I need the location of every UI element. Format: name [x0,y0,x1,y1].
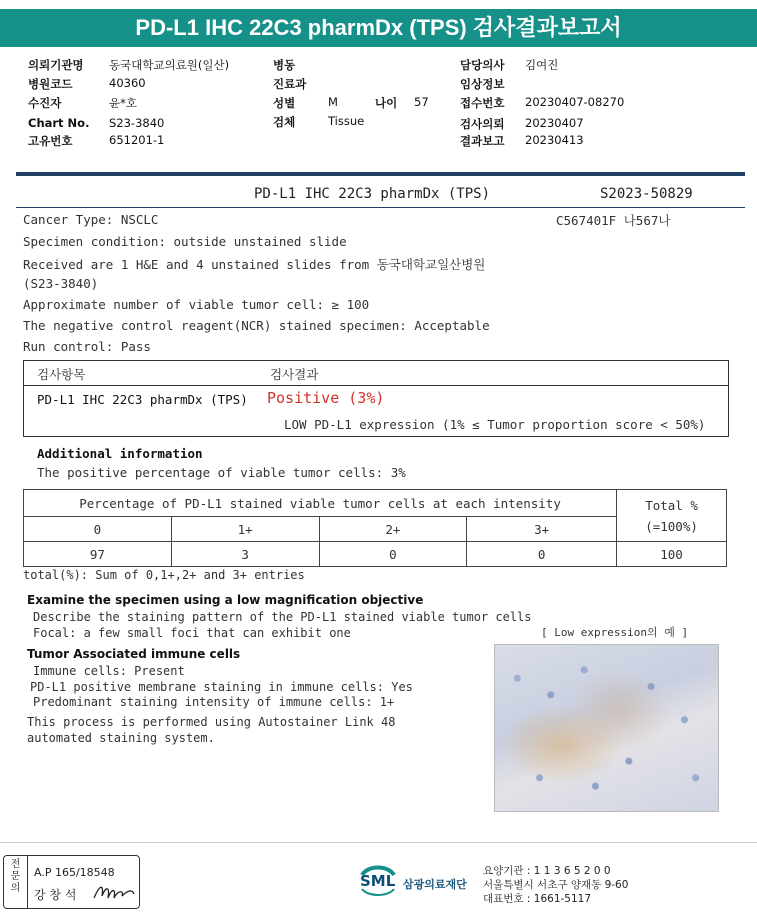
ward-label: 병동 [273,58,296,72]
section-rule-thin [16,207,745,208]
examine-line-1: Describe the staining pattern of the PD-L1 stained viable tumor cells [33,610,532,624]
chart-no-label: Chart No. [28,116,90,130]
company-name: 삼광의료재단 [403,878,467,891]
total-header [617,490,727,542]
intensity-header-2: 2+ [319,517,467,542]
result-positive: Positive (3%) [267,389,385,407]
intensity-table-title: Percentage of PD-L1 stained viable tumor cells at each intensity [24,490,617,517]
receipt-no-label: 접수번호 [460,96,505,110]
examine-line-2: Focal: a few small foci that can exhibit one [33,626,351,640]
hospital-code-label: 병원코드 [28,77,73,91]
stamp-vertical-label [4,856,28,908]
pathologist-stamp [3,855,140,909]
specimen-label: 검체 [273,115,296,129]
stamp-vertical-text: 전문의 [10,859,21,894]
sex-label: 성별 [273,96,296,110]
low-expression-example-image [494,644,719,812]
intensity-header-3: 3+ [467,517,617,542]
sex-value: M [328,95,338,109]
process-note-2: automated staining system. [27,731,215,745]
viable-tumor-cells: Approximate number of viable tumor cell: ≥ 100 [23,297,370,312]
patient-label: 수진자 [28,96,62,110]
ncr-status: The negative control reagent(NCR) stained specimen: Acceptable [23,318,490,333]
institution-value: 동국대학교의료원(일산) [109,58,230,72]
immune-line-3: Predominant staining intensity of immune cells: 1+ [33,695,395,709]
received-slides: Received are 1 H&E and 4 unstained slides from 동국대학교일산병원 [23,257,486,272]
company-phone: 대표번호 : 1661-5117 [483,893,592,905]
immune-line-1: Immune cells: Present [33,664,185,678]
receipt-no-value: 20230407-08270 [525,95,625,109]
patient-value: 윤*호 [109,96,137,110]
intensity-value-2: 0 [319,542,467,567]
immune-line-2: PD-L1 positive membrane staining in immune cells: Yes [30,680,413,694]
intensity-value-3: 0 [467,542,617,567]
doctor-value: 김여진 [525,58,559,72]
specimen-condition: Specimen condition: outside unstained slide [23,234,347,249]
institution-label: 의뢰기관명 [28,58,84,72]
unique-no-value: 651201-1 [109,133,165,147]
signature-mark [92,880,136,904]
intensity-value-0: 97 [24,542,172,567]
examine-heading: Examine the specimen using a low magnification objective [27,593,424,607]
immune-heading: Tumor Associated immune cells [27,647,241,661]
section-rule-thick [16,172,745,176]
result-item: PD-L1 IHC 22C3 pharmDx (TPS) [37,392,248,407]
company-address: 서울특별시 서초구 양재동 9-60 [483,879,629,891]
age-value: 57 [414,95,429,109]
positive-percentage: The positive percentage of viable tumor cells: 3% [37,465,406,480]
intensity-footnote: total(%): Sum of 0,1+,2+ and 3+ entries [23,568,305,582]
report-date-value: 20230413 [525,133,584,147]
doctor-label: 담당의사 [460,58,505,72]
hospital-code-value: 40360 [109,76,146,90]
intensity-value-1: 3 [171,542,319,567]
intensity-header-1: 1+ [171,517,319,542]
result-col-result: 검사결과 [270,367,319,382]
example-caption: [ Low expression의 예 ] [541,626,689,639]
result-col-item: 검사항목 [37,367,86,382]
chart-no-value: S23-3840 [109,116,165,130]
request-date-label: 검사의뢰 [460,117,505,131]
cancer-type: Cancer Type: NSCLC [23,212,159,227]
report-number: S2023-50829 [600,186,693,202]
run-control: Run control: Pass [23,339,151,354]
received-ref: (S23-3840) [23,276,99,291]
total-sub: (=100%) [645,518,698,534]
request-date-value: 20230407 [525,116,584,130]
pathologist-name: 강 창 석 [34,888,77,902]
intensity-total: 100 [617,542,727,567]
block-id: C567401F 나567나 [556,213,671,228]
process-note-1: This process is performed using Autostainer Link 48 [27,715,396,729]
specimen-value: Tissue [328,114,365,128]
sml-logo-text: SML [360,872,396,890]
total-label: Total % [645,497,698,513]
department-label: 진료과 [273,77,307,91]
footer-rule [0,842,757,843]
age-label: 나이 [375,96,398,110]
result-box-divider [24,385,728,386]
additional-heading: Additional information [37,446,203,461]
agency-number: 요양기관 : 1 1 3 6 5 2 0 0 [483,865,611,877]
clinical-info-label: 임상정보 [460,77,505,91]
stamp-number: A.P 165/18548 [34,866,115,879]
result-expression: LOW PD-L1 expression (1% ≤ Tumor proportion score < 50%) [284,417,706,432]
unique-no-label: 고유번호 [28,134,73,148]
intensity-table [23,489,727,567]
report-title: PD-L1 IHC 22C3 pharmDx (TPS) 검사결과보고서 [0,9,757,47]
report-date-label: 결과보고 [460,134,505,148]
report-test-name: PD-L1 IHC 22C3 pharmDx (TPS) [254,186,491,202]
intensity-header-0: 0 [24,517,172,542]
